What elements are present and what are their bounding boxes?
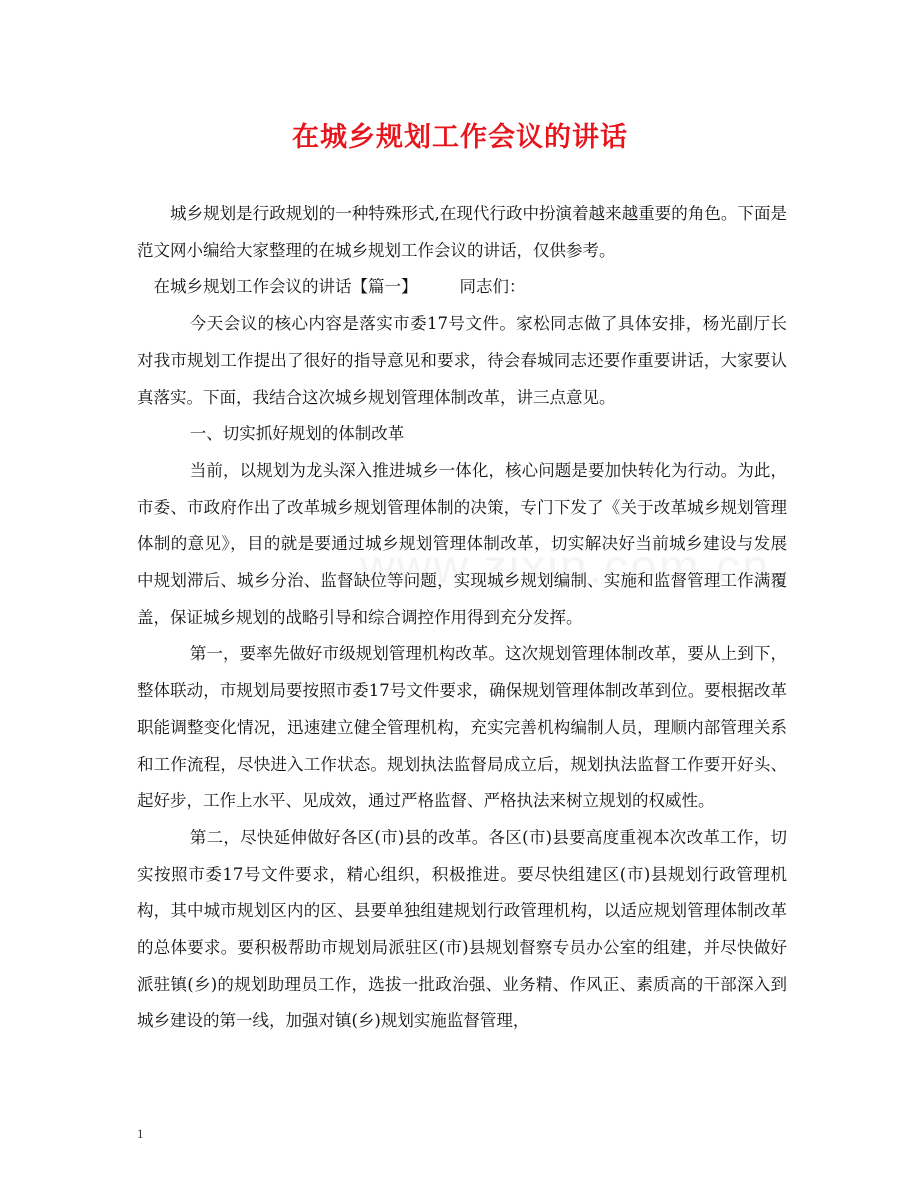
section-heading: 在城乡规划工作会议的讲话【篇一】 同志们： (153, 277, 526, 297)
paragraph-1: 今天会议的核心内容是落实市委17号文件。家松同志做了具体安排，杨光副厅长对我市规划工作提出了很好的指导意见和要求，待会春城同志还要作重要讲话，大家要认真落实。下面，我结合这次城乡规划管理体制改革，讲三点意见。 (137, 314, 787, 407)
page-number: 1 (137, 1126, 144, 1141)
subheading-1: 一、切实抓好规划的体制改革 (189, 424, 405, 444)
paragraph-2: 当前，以规划为龙头深入推进城乡一体化，核心问题是要加快转化为行动。为此，市委、市政府作出了改革城乡规划管理体制的决策，专门下发了《关于改革城乡规划管理体制的意见》，目的就是要通过城乡规划管理体制改革，切实解决好当前城乡建设与发展中规划滞后、城乡分治、监督缺位等问题，实现城乡规划编制、实施和监督管理工作满覆盖，保证城乡规划的战略引导和综合调控作用得到充分发挥。 (137, 460, 787, 627)
paragraph-4: 第二，尽快延伸做好各区(市)县的改革。各区(市)县要高度重视本次改革工作，切实按照市委17号文件要求，精心组织，积极推进。要尽快组建区(市)县规划行政管理机构，其中城市规划区内的区、县要单独组建规划行政管理机构，以适应规划管理体制改革的总体要求。要积极帮助市规划局派驻区(市)县规划督察专员办公室的组建，并尽快做好派驻镇(乡)的规划助理员工作，选拔一批政治强、业务精、作风正、素质高的干部深入到城乡建设的第一线，加强对镇(乡)规划实施监督管理， (137, 827, 787, 1031)
document-body (137, 196, 787, 1040)
document-title: 在城乡规划工作会议的讲话 (292, 122, 628, 153)
intro-paragraph: 城乡规划是行政规划的一种特殊形式,在现代行政中扮演着越来越重要的角色。下面是范文网小编给大家整理的在城乡规划工作会议的讲话，仅供参考。 (137, 204, 787, 260)
paragraph-3: 第一，要率先做好市级规划管理机构改革。这次规划管理体制改革，要从上到下，整体联动，市规划局要按照市委17号文件要求，确保规划管理体制改革到位。要根据改革职能调整变化情况，迅速建立健全管理机构，充实完善机构编制人员，理顺内部管理关系和工作流程，尽快进入工作状态。规划执法监督局成立后，规划执法监督工作要开好头、起好步，工作上水平、见成效，通过严格监督、严格执法来树立规划的权威性。 (137, 644, 787, 811)
